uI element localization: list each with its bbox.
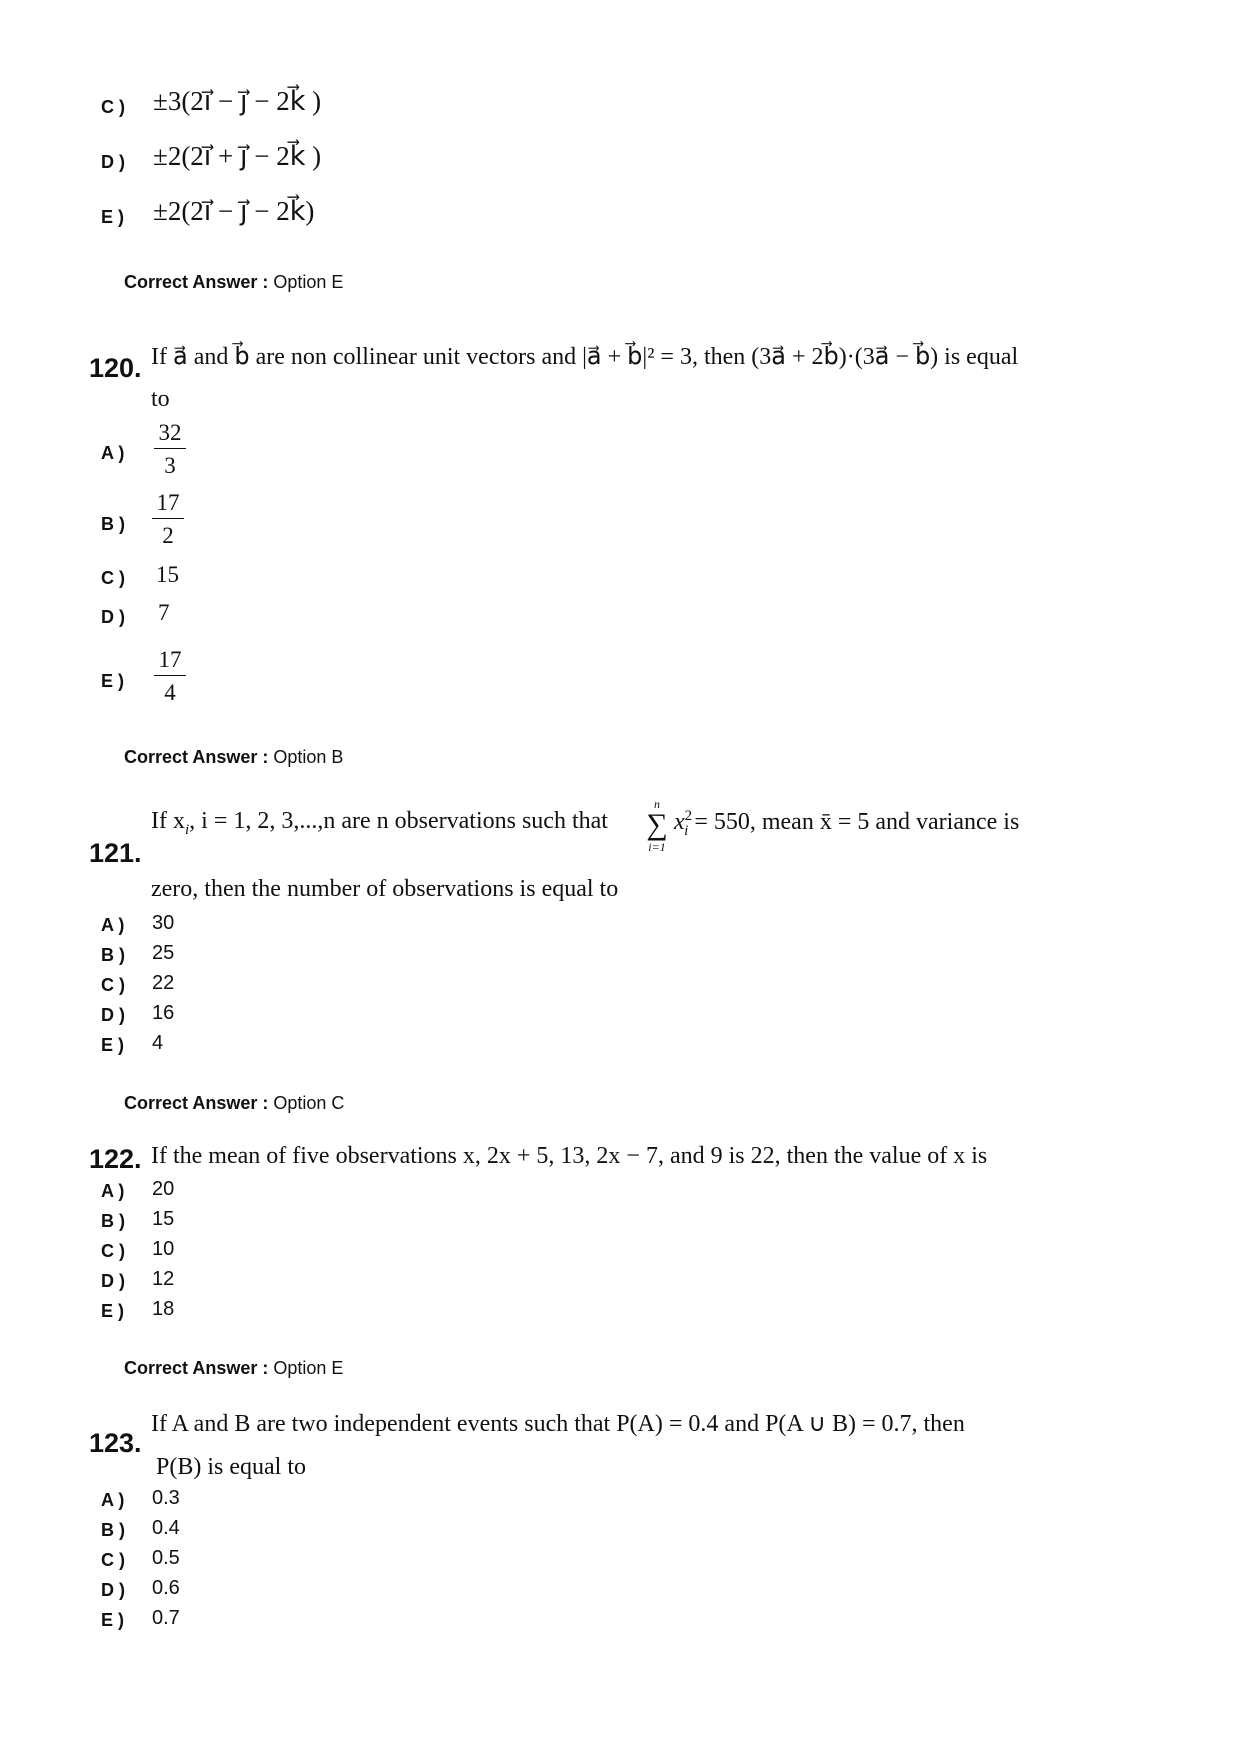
option-text: 18	[152, 1298, 175, 1320]
sum-lower-limit: i=1	[648, 840, 666, 854]
option-text: 15	[156, 562, 179, 587]
question-number: 121.	[89, 838, 142, 868]
option-label: D )	[101, 152, 125, 172]
option-text: 16	[152, 1002, 175, 1024]
option-text: ±3(2i⃗ − j⃗ − 2k⃗ )	[153, 86, 322, 116]
question-text-line1: If A and B are two independent events such that P(A) = 0.4 and P(A ∪ B) = 0.7, then	[151, 1411, 965, 1437]
option-text: 0.7	[152, 1607, 180, 1629]
question-text-line1: If a⃗ and b⃗ are non collinear unit vectors and |a⃗ + b⃗|² = 3, then (3a⃗ + 2b⃗)·(3a⃗ − b⃗) is equal	[151, 344, 1019, 370]
option-text: 0.6	[152, 1577, 180, 1599]
answer-value: Option C	[273, 1093, 345, 1113]
correct-answer	[124, 1358, 343, 1379]
option-fraction	[154, 418, 186, 481]
question-text-line2: zero, then the number of observations is equal to	[151, 876, 619, 902]
option-label: D )	[101, 607, 125, 627]
option-label: E )	[101, 1035, 125, 1055]
question-text-line2: to	[151, 386, 170, 412]
question-number: 123.	[89, 1428, 142, 1458]
option-label: A )	[101, 915, 125, 935]
option-label: E )	[101, 671, 125, 691]
option-fraction	[152, 488, 184, 551]
option-text: 25	[152, 942, 175, 964]
option-label: D )	[101, 1271, 125, 1291]
option-label: B )	[101, 1520, 125, 1540]
option-label: E )	[101, 1610, 125, 1630]
answer-value: Option E	[273, 272, 344, 292]
answer-prefix: Correct Answer :	[124, 747, 269, 767]
option-text: 12	[152, 1268, 175, 1290]
summation-symbol: n ∑ i=1	[644, 798, 670, 854]
correct-answer	[124, 272, 343, 293]
option-text: 30	[152, 912, 175, 934]
answer-value: Option E	[273, 1358, 344, 1378]
option-label: A )	[101, 1181, 125, 1201]
option-label: B )	[101, 1211, 125, 1231]
text-fragment: , i = 1, 2, 3,...,n are n observations such that	[189, 808, 608, 834]
correct-answer	[124, 747, 343, 768]
option-label: D )	[101, 1580, 125, 1600]
text-fragment: x	[674, 809, 685, 835]
question-number: 122.	[89, 1144, 142, 1174]
option-text: 15	[152, 1208, 175, 1230]
option-text: 4	[152, 1032, 164, 1054]
option-label: B )	[101, 514, 125, 534]
option-text: 10	[152, 1238, 175, 1260]
question-text-line1: If the mean of five observations x, 2x + 5, 13, 2x − 7, and 9 is 22, then the value of x is	[151, 1143, 988, 1169]
option-label: A )	[101, 443, 125, 463]
option-text: 0.3	[152, 1487, 180, 1509]
option-label: E )	[101, 207, 125, 227]
fraction-numerator: 32	[154, 418, 186, 449]
fraction-denominator: 4	[164, 680, 176, 705]
fraction-denominator: 2	[162, 523, 174, 548]
option-label: B )	[101, 945, 125, 965]
option-label: D )	[101, 1005, 125, 1025]
question-text-line1: If $x_i$, i = 1, 2, 3,...,n are n observations such that	[151, 808, 608, 838]
question-text-line1-cont: $x^2_i = 550$, mean x̄ = 5 and variance is	[674, 808, 1020, 839]
answer-prefix: Correct Answer :	[124, 272, 269, 292]
answer-prefix: Correct Answer :	[124, 1358, 269, 1378]
question-text-line2: P(B) is equal to	[156, 1454, 306, 1480]
option-text: 0.5	[152, 1547, 180, 1569]
option-label: C )	[101, 1241, 125, 1261]
option-text: ±2(2i⃗ + j⃗ − 2k⃗ )	[153, 141, 322, 171]
option-label: A )	[101, 1490, 125, 1510]
text-fragment: If x	[151, 808, 185, 834]
option-fraction	[154, 645, 186, 708]
fraction-numerator: 17	[152, 488, 184, 519]
sum-upper-limit: n	[654, 797, 660, 811]
option-label: C )	[101, 568, 125, 588]
answer-prefix: Correct Answer :	[124, 1093, 269, 1113]
option-text: 20	[152, 1178, 175, 1200]
text-fragment: = 550, mean x̄ = 5 and variance is	[694, 809, 1020, 835]
correct-answer	[124, 1093, 344, 1114]
option-text: 0.4	[152, 1517, 180, 1539]
option-label: C )	[101, 1550, 125, 1570]
fraction-numerator: 17	[154, 645, 186, 676]
answer-value: Option B	[273, 747, 344, 767]
question-number: 120.	[89, 353, 142, 383]
option-text: 22	[152, 972, 175, 994]
option-label: C )	[101, 975, 125, 995]
fraction-denominator: 3	[164, 453, 176, 478]
option-label: E )	[101, 1301, 125, 1321]
option-text: 7	[158, 600, 170, 625]
option-text: ±2(2i⃗ − j⃗ − 2k⃗)	[153, 196, 315, 226]
option-label: C )	[101, 97, 125, 117]
